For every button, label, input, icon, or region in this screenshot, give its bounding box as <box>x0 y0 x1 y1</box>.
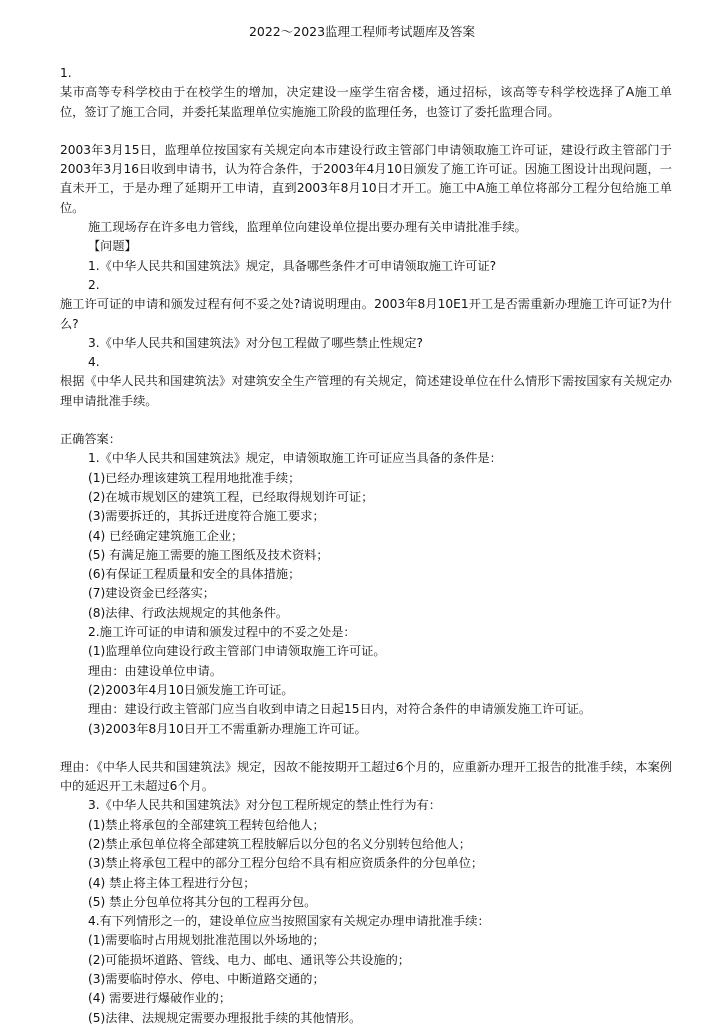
answer-3-title: 3.《中华人民共和国建筑法》对分包工程所规定的禁止性行为有： <box>88 798 441 813</box>
answer-1-item: (3)需要拆迁的，其拆迁进度符合施工要求； <box>88 509 325 524</box>
answer-2-line: 理由：由建设单位申请。 <box>88 663 223 678</box>
question-3: 3.《中华人民共和国建筑法》对分包工程做了哪些禁止性规定? <box>88 335 423 350</box>
answer-4-item: (3)需要临时停水、停电、中断道路交通的； <box>88 972 325 987</box>
question-2: 施工许可证的申请和颁发过程有何不妥之处?请说明理由。2003年8月10E1开工是否需重新办理施工许可证?为什么? <box>60 297 672 331</box>
answer-1-item: (4) 已经确定建筑施工企业； <box>88 528 244 543</box>
question-1: 1.《中华人民共和国建筑法》规定，具备哪些条件才可申请领取施工许可证? <box>88 258 497 273</box>
answer-3-item: (1)禁止将承包的全部建筑工程转包给他人； <box>88 817 325 832</box>
answer-2-reason: 理由：《中华人民共和国建筑法》规定，因故不能按期开工超过6个月的，应重新办理开工报告的批准手续，本案例中的延迟开工未超过6个月。 <box>60 759 672 794</box>
answer-3-item: (4) 禁止将主体工程进行分包； <box>88 875 256 890</box>
document-body <box>60 64 672 1028</box>
answer-1-item: (7)建设资金已经落实； <box>88 586 215 601</box>
answer-1-item: (2)在城市规划区的建筑工程，已经取得规划许可证； <box>88 489 374 504</box>
answer-heading: 正确答案： <box>60 432 121 447</box>
answer-3-item: (3)禁止将承包工程中的部分工程分包给不具有相应资质条件的分包单位； <box>88 856 484 871</box>
questions-heading: 【问题】 <box>88 239 137 254</box>
answer-1-item: (5) 有满足施工需要的施工图纸及技术资料； <box>88 547 329 562</box>
question-number: 1. <box>60 66 72 80</box>
question-4-number: 4. <box>88 355 100 370</box>
answer-1-item: (6)有保证工程质量和安全的具体措施； <box>88 567 301 582</box>
intro-paragraph: 某市高等专科学校由于在校学生的增加，决定建设一座学生宿舍楼，通过招标，该高等专科学校选择了A施工单位，签订了施工合同，并委托某监理单位实施施工阶段的监理任务，也签订了委托监理合同。 <box>60 85 672 119</box>
answer-1-item: (1)已经办理该建筑工程用地批准手续； <box>88 470 301 485</box>
case-paragraph-2: 施工现场存在许多电力管线，监理单位向建设单位提出要办理有关申请批准手续。 <box>88 220 527 235</box>
answer-3-item: (2)禁止承包单位将全部建筑工程肢解后以分包的名义分别转包给他人； <box>88 836 471 851</box>
answer-4-item: (1)需要临时占用规划批准范围以外场地的； <box>88 933 325 948</box>
answer-2-line: 理由：建设行政主管部门应当自收到申请之日起15日内，对符合条件的申请颁发施工许可证。 <box>88 702 592 717</box>
answer-3-item: (5) 禁止分包单位将其分包的工程再分包。 <box>88 894 317 909</box>
answer-2-title: 2.施工许可证的申请和颁发过程中的不妥之处是： <box>88 625 356 640</box>
question-2-number: 2. <box>88 277 100 292</box>
question-4: 根据《中华人民共和国建筑法》对建筑安全生产管理的有关规定，简述建设单位在什么情形下需按国家有关规定办理申请批准手续。 <box>60 374 672 408</box>
answer-4-item: (5)法律、法规规定需要办理报批手续的其他情形。 <box>88 1010 362 1025</box>
answer-2-line: (2)2003年4月10日颁发施工许可证。 <box>88 682 294 697</box>
answer-4-item: (2)可能损坏道路、管线、电力、邮电、通讯等公共设施的； <box>88 952 410 967</box>
answer-1-item: (8)法律、行政法规规定的其他条件。 <box>88 605 289 620</box>
answer-2-line: (1)监理单位向建设行政主管部门申请领取施工许可证。 <box>88 644 386 659</box>
case-paragraph: 2003年3月15日，监理单位按国家有关规定向本市建设行政主管部门申请领取施工许可证，建设行政主管部门于2003年3月16日收到申请书，认为符合条件，于2003年4月10日颁发了施工许可证。因施工图设计出现问题，一直未开工，于是办理了延期开工申请，直到2003年8月10日才开工。施工中A施工单位将部分工程分包给施工单位。 <box>60 142 672 215</box>
document-title: 2022～2023监理工程师考试题库及答案 <box>248 24 476 39</box>
answer-4-title: 4.有下列情形之一的，建设单位应当按照国家有关规定办理申请批准手续： <box>88 914 490 929</box>
answer-2-line: (3)2003年8月10日开工不需重新办理施工许可证。 <box>88 721 367 736</box>
answer-1-title: 1.《中华人民共和国建筑法》规定，申请领取施工许可证应当具备的条件是： <box>88 451 502 466</box>
answer-4-item: (4) 需要进行爆破作业的； <box>88 991 232 1006</box>
